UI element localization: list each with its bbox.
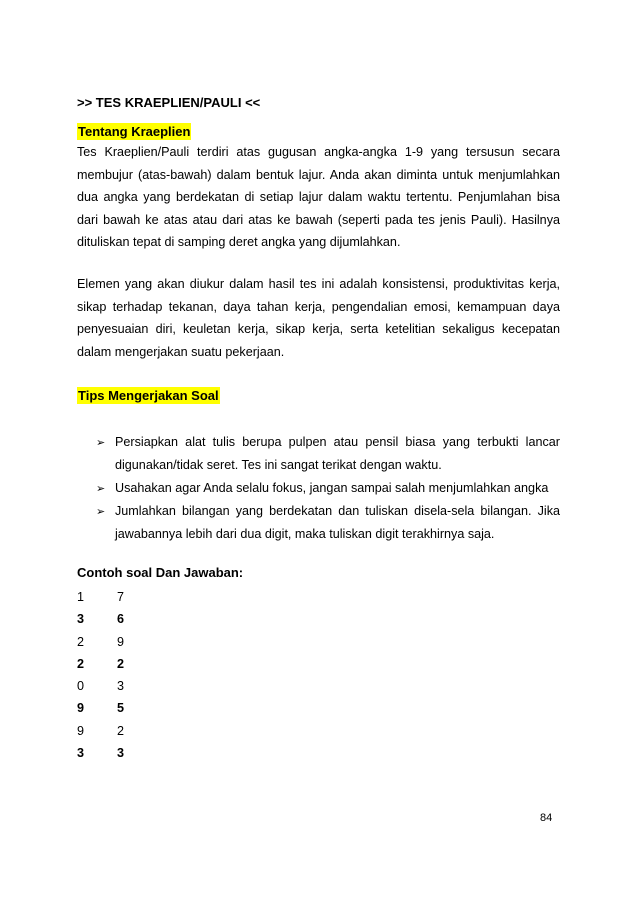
number-row <box>77 631 124 653</box>
section-title-tentang-kraeplien: Tentang Kraeplien <box>78 124 191 139</box>
example-number-pairs <box>77 586 124 764</box>
tip-text: Usahakan agar Anda selalu fokus, jangan sampai salah menjumlahkan angka <box>115 481 549 495</box>
answer-row <box>77 697 124 719</box>
number-right: 7 <box>117 590 125 604</box>
tip-text: Persiapkan alat tulis berupa pulpen atau pensil biasa yang terbukti lancar digunakan/tidak seret. Tes ini sangat terikat dengan waktu. <box>115 435 560 472</box>
arrow-bullet-icon: ➢ <box>96 436 106 449</box>
tip-item <box>96 500 560 546</box>
number-left: 3 <box>77 612 85 627</box>
number-right: 2 <box>117 723 125 738</box>
number-right: 5 <box>117 701 125 716</box>
number-row <box>77 675 124 697</box>
answer-row <box>77 742 124 764</box>
arrow-bullet-icon: ➢ <box>96 482 106 495</box>
paragraph-elements: Elemen yang akan diukur dalam hasil tes ini adalah konsistensi, produktivitas kerja, sikap terhadap tekanan, daya tahan kerja, pengendalian emosi, kemampuan daya penyesuaian diri, keuletan kerja, sikap kerja, serta ketelitian sekaligus kecepatan dalam mengerjakan suatu pekerjaan. <box>77 277 560 359</box>
number-left: 2 <box>77 656 85 671</box>
number-right: 2 <box>117 656 125 671</box>
page-number: 84 <box>540 812 553 824</box>
tip-item <box>96 477 560 500</box>
number-left: 3 <box>77 746 85 761</box>
number-row <box>77 720 124 742</box>
number-right: 3 <box>117 746 125 761</box>
number-right: 6 <box>117 612 125 627</box>
tips-list <box>96 431 560 546</box>
page-heading: >> TES KRAEPLIEN/PAULI << <box>77 95 261 110</box>
paragraph-description: Tes Kraeplien/Pauli terdiri atas gugusan angka-angka 1-9 yang tersusun secara membujur (atas-bawah) dalam bentuk lajur. Anda akan diminta untuk menjumlahkan dua angka yang berdekatan di setiap lajur dalam waktu tertentu. Penjumlahan bisa dari bawah ke atas atau dari atas ke bawah (seperti pada tes jenis Pauli). Hasilnya dituliskan tepat di samping deret angka yang dijumlahkan. <box>77 145 560 250</box>
answer-row <box>77 608 124 630</box>
example-title: Contoh soal Dan Jawaban: <box>77 565 244 580</box>
tip-text: Jumlahkan bilangan yang berdekatan dan tuliskan disela-sela bilangan. Jika jawabannya lebih dari dua digit, maka tuliskan digit terakhirnya saja. <box>115 504 560 541</box>
arrow-bullet-icon: ➢ <box>96 505 106 518</box>
number-row <box>77 586 124 608</box>
number-left: 2 <box>77 634 85 649</box>
section-title-tips: Tips Mengerjakan Soal <box>78 388 219 403</box>
number-left: 9 <box>77 723 85 738</box>
answer-row <box>77 653 124 675</box>
number-right: 3 <box>117 679 125 694</box>
number-left: 1 <box>77 590 85 604</box>
number-left: 0 <box>77 679 85 694</box>
number-right: 9 <box>117 634 125 649</box>
tip-item <box>96 431 560 477</box>
number-left: 9 <box>77 701 85 716</box>
